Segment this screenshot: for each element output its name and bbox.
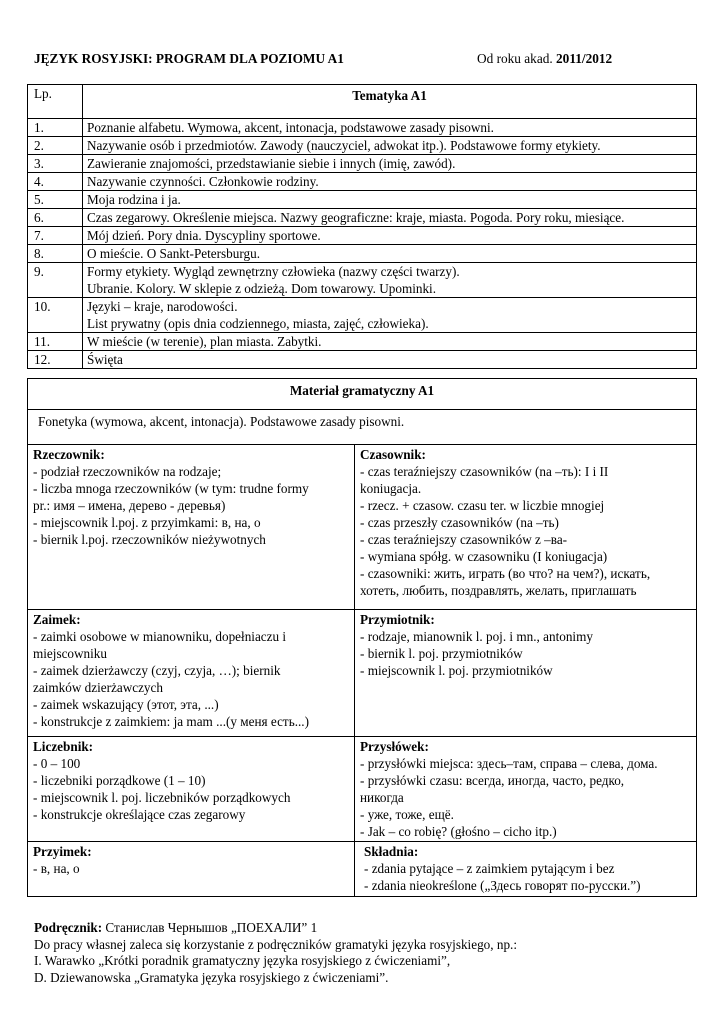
section-line: koniugacja.: [360, 481, 422, 496]
section-czasownik: [355, 445, 697, 610]
topic-text: [83, 298, 697, 333]
topic-text: [83, 245, 697, 263]
section-line: miejscowniku: [33, 646, 107, 661]
topic-row: [28, 119, 697, 137]
topic-line: Czas zegarowy. Określenie miejsca. Nazwy geograficzne: kraje, miasta. Pogoda. Pory roku, miesiące.: [87, 210, 625, 225]
topic-number: 5.: [28, 191, 83, 209]
page-title: JĘZYK ROSYJSKI: PROGRAM DLA POZIOMU A1: [34, 51, 344, 66]
topic-number: 9.: [28, 263, 83, 298]
academic-year-prefix: Od roku akad.: [477, 51, 557, 66]
footer-line: D. Dziewanowska „Gramatyka języka rosyjskiego z ćwiczeniami”.: [34, 969, 389, 985]
section-line: - wymiana spółg. w czasowniku (I koniugacja): [360, 549, 608, 564]
section-line: - zaimki osobowe w mianowniku, dopełniaczu i: [33, 629, 287, 644]
topic-line: Nazywanie osób i przedmiotów. Zawody (nauczyciel, adwokat itp.). Podstawowe formy etykiety.: [87, 138, 601, 153]
section-line: - miejscownik l. poj. przymiotników: [360, 663, 553, 678]
topic-line: Formy etykiety. Wygląd zewnętrzny człowieka (nazwy części twarzy).: [87, 264, 460, 279]
column-header-topic-text: Tematyka A1: [352, 88, 427, 103]
section-line: - miejscownik l.poj. z przyimkami: в, на, о: [33, 515, 261, 530]
topic-number: 4.: [28, 173, 83, 191]
section-line: - miejscownik l. poj. liczebników porządkowych: [33, 790, 291, 805]
topic-number: 10.: [28, 298, 83, 333]
section-line: - 0 – 100: [33, 756, 81, 771]
topic-line: Mój dzień. Pory dnia. Dyscypliny sportowe.: [87, 228, 321, 243]
section-title: Liczebnik:: [33, 739, 94, 754]
topic-line: List prywatny (opis dnia codziennego, miasta, zajęć, człowieka).: [87, 316, 429, 331]
topic-line: W mieście (w terenie), plan miasta. Zabytki.: [87, 334, 322, 349]
section-line: - czas teraźniejszy czasowników z –ва-: [360, 532, 568, 547]
section-line: - czas przeszły czasowników (na –ть): [360, 515, 559, 530]
topic-text: [83, 209, 697, 227]
footer-line: I. Warawko „Krótki poradnik gramatyczny języka rosyjskiego z ćwiczeniami”,: [34, 953, 451, 968]
grammar-title: Materiał gramatyczny A1: [28, 379, 697, 410]
academic-year-value: 2011/2012: [556, 51, 613, 66]
section-line: - liczba mnoga rzeczowników (w tym: trudne formy: [33, 481, 309, 496]
section-line: - przysłówki czasu: всегда, иногда, часто, редко,: [360, 773, 625, 788]
section-zaimek: [28, 610, 355, 737]
topic-row: [28, 245, 697, 263]
section-line: - rzecz. + czasow. czasu ter. w liczbie mnogiej: [360, 498, 605, 513]
topic-line: Nazywanie czynności. Członkowie rodziny.: [87, 174, 319, 189]
grammar-row: [28, 737, 697, 842]
textbook-line: [34, 920, 694, 937]
topic-text: [83, 173, 697, 191]
section-line: - zaimek wskazujący (этот, эта, ...): [33, 697, 219, 712]
section-line: - podział rzeczowników na rodzaje;: [33, 464, 222, 479]
grammar-row: [28, 445, 697, 610]
textbook-value: Станислав Чернышов „ПОЕХАЛИ” 1: [102, 920, 318, 935]
topic-number: 1.: [28, 119, 83, 137]
topic-row: [28, 209, 697, 227]
topic-number: 8.: [28, 245, 83, 263]
topics-table: [27, 84, 697, 369]
topic-line: Święta: [87, 352, 123, 367]
section-line: pr.: имя – имена, дерево - деревья): [33, 498, 226, 513]
topic-text: [83, 191, 697, 209]
section-line: никогда: [360, 790, 404, 805]
grammar-title-row: [28, 379, 697, 410]
topic-line: O mieście. O Sankt-Petersburgu.: [87, 246, 260, 261]
section-title: Składnia:: [364, 844, 419, 859]
topic-number: 2.: [28, 137, 83, 155]
topic-number: 11.: [28, 333, 83, 351]
topic-text: [83, 119, 697, 137]
topic-number: 7.: [28, 227, 83, 245]
academic-year: [477, 51, 612, 67]
section-line: - Jak – co robię? (głośno – cicho itp.): [360, 824, 557, 839]
section-line: - czas teraźniejszy czasowników (na –ть): I i II: [360, 464, 609, 479]
topic-line: Języki – kraje, narodowości.: [87, 299, 238, 314]
section-przyimek: [28, 842, 355, 897]
section-przymiotnik: [355, 610, 697, 737]
section-przyslowek: [355, 737, 697, 842]
topic-row: [28, 333, 697, 351]
column-header-number: Lp.: [28, 85, 83, 119]
topic-text: [83, 137, 697, 155]
section-line: - в, на, о: [33, 861, 80, 876]
footer: [34, 920, 694, 986]
grammar-row: [28, 842, 697, 897]
topic-text: [83, 227, 697, 245]
topic-line: Ubranie. Kolory. W sklepie z odzieżą. Dom towarowy. Upominki.: [87, 281, 437, 296]
section-title: Przymiotnik:: [360, 612, 435, 627]
grammar-row: [28, 610, 697, 737]
section-title: Rzeczownik:: [33, 447, 105, 462]
section-title: Czasownik:: [360, 447, 426, 462]
topics-header-row: [28, 85, 697, 119]
phonetics-text: Fonetyka (wymowa, akcent, intonacja). Podstawowe zasady pisowni.: [28, 410, 697, 445]
section-title: Przysłówek:: [360, 739, 429, 754]
topic-text: [83, 333, 697, 351]
topic-text: [83, 351, 697, 369]
column-header-topic: [83, 85, 697, 119]
section-line: - уже, тоже, ещё.: [360, 807, 454, 822]
grammar-table: [27, 378, 697, 897]
topic-row: [28, 298, 697, 333]
section-line: - zaimek dzierżawczy (czyj, czyja, …); biernik: [33, 663, 281, 678]
section-line: - rodzaje, mianownik l. poj. i mn., antonimy: [360, 629, 593, 644]
topic-number: 6.: [28, 209, 83, 227]
footer-line: Do pracy własnej zaleca się korzystanie z podręczników gramatyki języka rosyjskiego, np.:: [34, 936, 517, 952]
topic-row: [28, 227, 697, 245]
topic-text: [83, 155, 697, 173]
topic-line: Poznanie alfabetu. Wymowa, akcent, intonacja, podstawowe zasady pisowni.: [87, 120, 494, 135]
footer-lines: [34, 937, 694, 987]
section-line: - zdania pytające – z zaimkiem pytającym i bez: [364, 861, 615, 876]
topic-number: 3.: [28, 155, 83, 173]
section-line: - konstrukcje określające czas zegarowy: [33, 807, 246, 822]
section-line: - przysłówki miejsca: здесь–там, справа – слева, дома.: [360, 756, 658, 771]
topic-line: Moja rodzina i ja.: [87, 192, 181, 207]
topic-line: Zawieranie znajomości, przedstawianie siebie i innych (imię, zawód).: [87, 156, 456, 171]
topic-row: [28, 155, 697, 173]
section-line: - czasowniki: жить, играть (во что? на чем?), искать,: [360, 566, 651, 581]
section-line: - biernik l. poj. przymiotników: [360, 646, 523, 661]
topic-row: [28, 351, 697, 369]
topic-number: 12.: [28, 351, 83, 369]
section-rzeczownik: [28, 445, 355, 610]
topic-row: [28, 191, 697, 209]
section-skladnia: [355, 842, 697, 897]
topic-row: [28, 173, 697, 191]
topic-text: [83, 263, 697, 298]
textbook-label: Podręcznik:: [34, 920, 103, 935]
section-line: - zdania nieokreślone („Здесь говорят по-русски.”): [364, 878, 641, 893]
section-line: - konstrukcje z zaimkiem: ja mam ...(у меня есть...): [33, 714, 309, 729]
topic-row: [28, 137, 697, 155]
phonetics-row: [28, 410, 697, 445]
section-line: - biernik l.poj. rzeczowników nieżywotnych: [33, 532, 266, 547]
section-title: Zaimek:: [33, 612, 81, 627]
section-title: Przyimek:: [33, 844, 92, 859]
section-line: zaimków dzierżawczych: [33, 680, 163, 695]
section-liczebnik: [28, 737, 355, 842]
page-header: [34, 51, 694, 69]
section-line: хотеть, любить, поздравлять, желать, приглашать: [360, 583, 637, 598]
section-line: - liczebniki porządkowe (1 – 10): [33, 773, 206, 788]
topic-row: [28, 263, 697, 298]
